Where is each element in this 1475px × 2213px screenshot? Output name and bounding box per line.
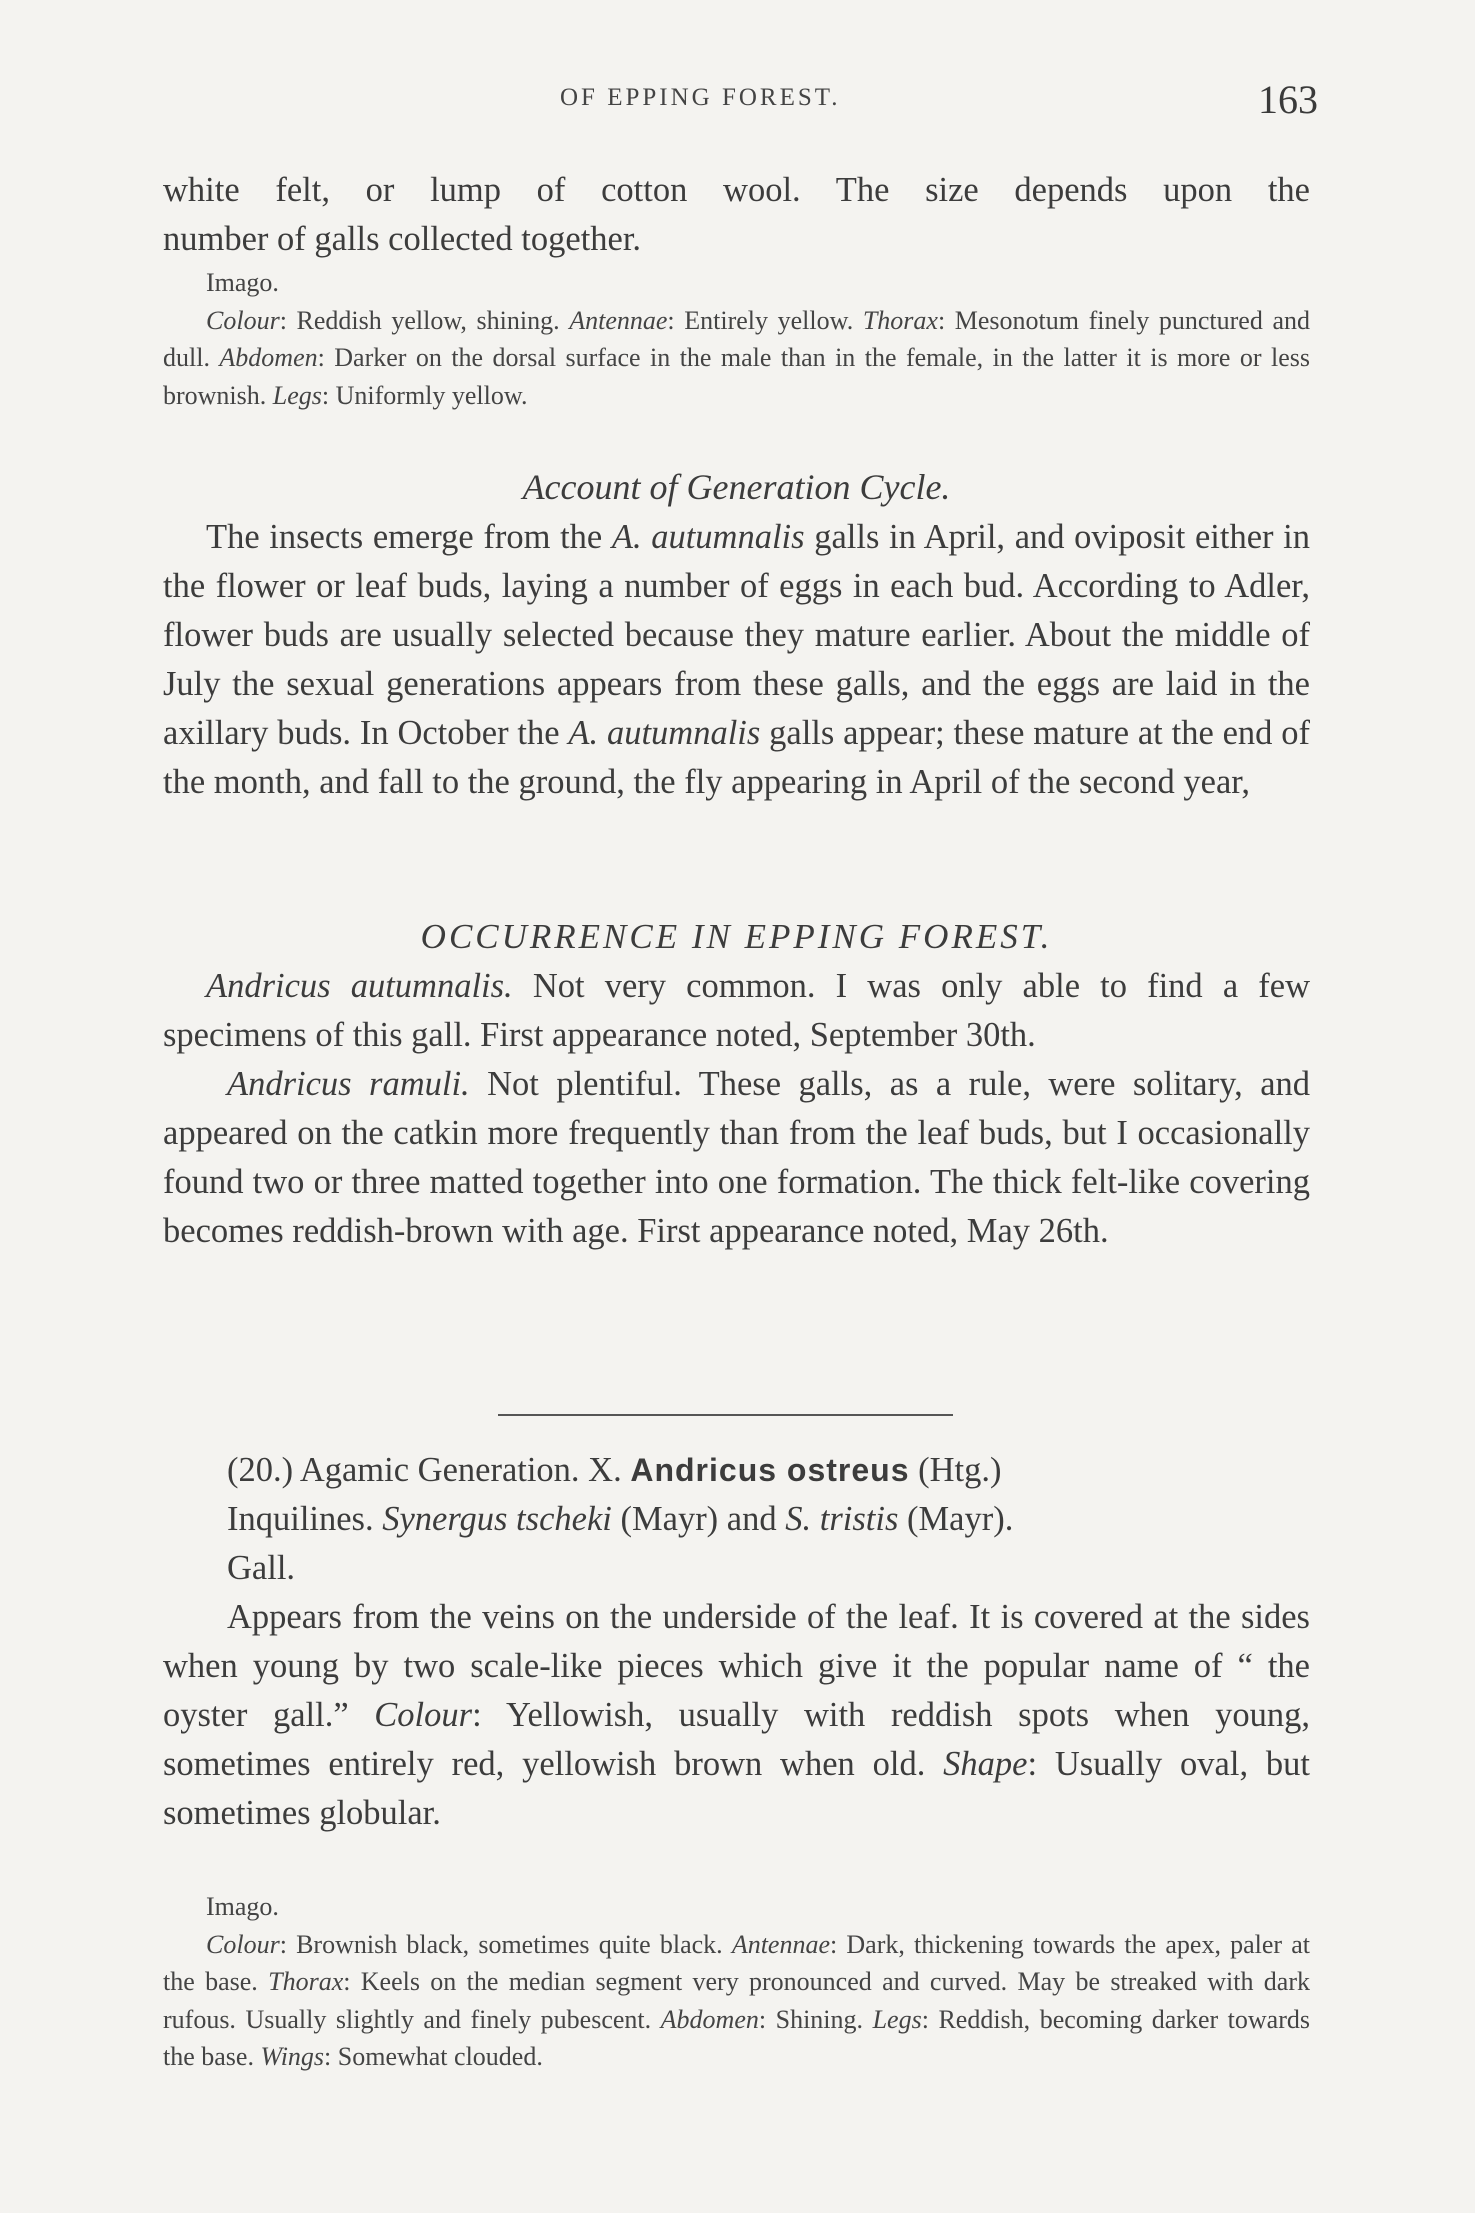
inquiline-mid: (Mayr) and: [611, 1500, 786, 1538]
imago-label-2: Imago.: [206, 1892, 279, 1921]
gall-part-1: Appears from the veins on the underside of the leaf. It is covered at the sides when young by two scale-like pieces which give it the popular name of “ the oyster gall.”: [163, 1598, 1310, 1734]
occurrence-species-1: Andricus autumnalis.: [206, 967, 513, 1005]
inquiline-1: Synergus tscheki: [382, 1500, 612, 1538]
cycle-species-2: A. autumnalis: [568, 714, 761, 752]
inquilines-line: [163, 1495, 1310, 1544]
cycle-part-1: The insects emerge from the: [206, 518, 612, 556]
colour-text-2: : Brownish black, sometimes quite black.: [279, 1929, 732, 1959]
gall-part-3: : Usually oval, but sometimes globular.: [163, 1745, 1310, 1832]
page-number: 163: [1258, 77, 1318, 122]
colour-text: : Reddish yellow, shining.: [279, 305, 570, 335]
imago-section-2: [163, 1888, 1310, 2076]
cycle-text: [163, 513, 1310, 807]
section-divider: [498, 1414, 953, 1416]
species-name: Andricus ostreus: [630, 1452, 910, 1488]
gall-description: [163, 1593, 1310, 1838]
occurrence-ramuli: [163, 1060, 1310, 1256]
section-2: [163, 1446, 1310, 1838]
cycle-paragraph: [163, 513, 1310, 807]
cycle-heading: Account of Generation Cycle.: [522, 467, 951, 507]
gall-colour-label: Colour: [374, 1696, 473, 1734]
section-2-title: [163, 1446, 1310, 1495]
colour-label-2: Colour: [206, 1929, 280, 1959]
occurrence-heading: OCCURRENCE IN EPPING FOREST.: [420, 917, 1053, 956]
occurrence-autumnalis: [163, 962, 1310, 1060]
generation-label: Agamic Generation. X.: [293, 1451, 631, 1489]
abdomen-text: : Darker on the dorsal surface in the male than in the female, in the latter it is more or less brownish.: [163, 343, 1311, 410]
abdomen-text-2: : Shining.: [758, 2004, 873, 2034]
colour-label: Colour: [206, 305, 280, 335]
thorax-label-2: Thorax: [268, 1967, 344, 1996]
thorax-text-2: : Keels on the median segment very pronounced and curved. May be streaked with dark rufous. Usually slightly and finely pubescent.: [163, 1967, 1310, 2034]
species-author: (Htg.): [909, 1451, 1002, 1489]
wings-label-2: Wings: [260, 2042, 325, 2071]
cycle-part-3: galls appear; these mature at the end of the month, and fall to the ground, the fly appearing in April of the second year,: [163, 714, 1310, 801]
cycle-species-1: A. autumnalis: [611, 518, 805, 556]
imago-description-1: [163, 302, 1310, 415]
inquiline-end: (Mayr).: [898, 1500, 1014, 1538]
antennae-label-2: Antennae: [731, 1929, 831, 1959]
occurrence-paragraphs: [163, 962, 1310, 1256]
legs-label: Legs: [272, 380, 322, 410]
imago-section-1: [163, 264, 1310, 414]
gall-part-2: : Yellowish, usually with reddish spots when young, sometimes entirely red, yellowish brown when old.: [163, 1696, 1310, 1783]
occurrence-text-2: Not plentiful. These galls, as a rule, were solitary, and appeared on the catkin more frequently than from the leaf buds, but I occasionally found two or three matted together into one formation. The thick felt-like covering becomes reddish-brown with age. First appearance noted, May 26th.: [163, 1065, 1311, 1250]
thorax-text: : Mesonotum finely punctured and dull.: [163, 305, 1310, 372]
imago-description-2: [163, 1926, 1310, 2076]
antennae-text: : Entirely yellow.: [667, 305, 863, 335]
inquiline-2: S. tristis: [785, 1500, 899, 1538]
legs-text: : Uniformly yellow.: [321, 380, 528, 410]
running-title: OF EPPING FOREST.: [560, 84, 841, 111]
abdomen-label-2: Abdomen: [660, 2004, 759, 2034]
thorax-label: Thorax: [862, 305, 938, 335]
section-number: (20.): [227, 1451, 294, 1489]
abdomen-label: Abdomen: [219, 343, 318, 372]
intro-line-1: white felt, or lump of cotton wool. The size depends upon the: [163, 171, 1310, 209]
intro-paragraph: [163, 166, 1310, 264]
antennae-label: Antennae: [569, 305, 668, 335]
legs-text-2: : Reddish, becoming darker towards the base.: [163, 2004, 1310, 2071]
occurrence-text-1: Not very common. I was only able to find a few specimens of this gall. First appearance noted, September 30th.: [163, 967, 1310, 1054]
cycle-part-2: galls in April, and oviposit either in the flower or leaf buds, laying a number of eggs in each bud. According to Adler, flower buds are usually selected because they mature earlier. About the middle of July the sexual generations appears from these galls, and the eggs are laid in the axillary buds. In October the: [163, 518, 1311, 752]
gall-label: Gall.: [227, 1549, 296, 1587]
legs-label-2: Legs: [872, 2004, 922, 2034]
intro-line-2: number of galls collected together.: [163, 220, 642, 258]
wings-text-2: : Somewhat clouded.: [324, 2042, 543, 2071]
inquilines-label: Inquilines.: [227, 1500, 383, 1538]
occurrence-species-2: Andricus ramuli.: [227, 1065, 470, 1103]
imago-label-1: Imago.: [206, 268, 279, 297]
gall-shape-label: Shape: [943, 1745, 1028, 1783]
antennae-text-2: : Dark, thickening towards the apex, paler at the base.: [163, 1929, 1310, 1996]
